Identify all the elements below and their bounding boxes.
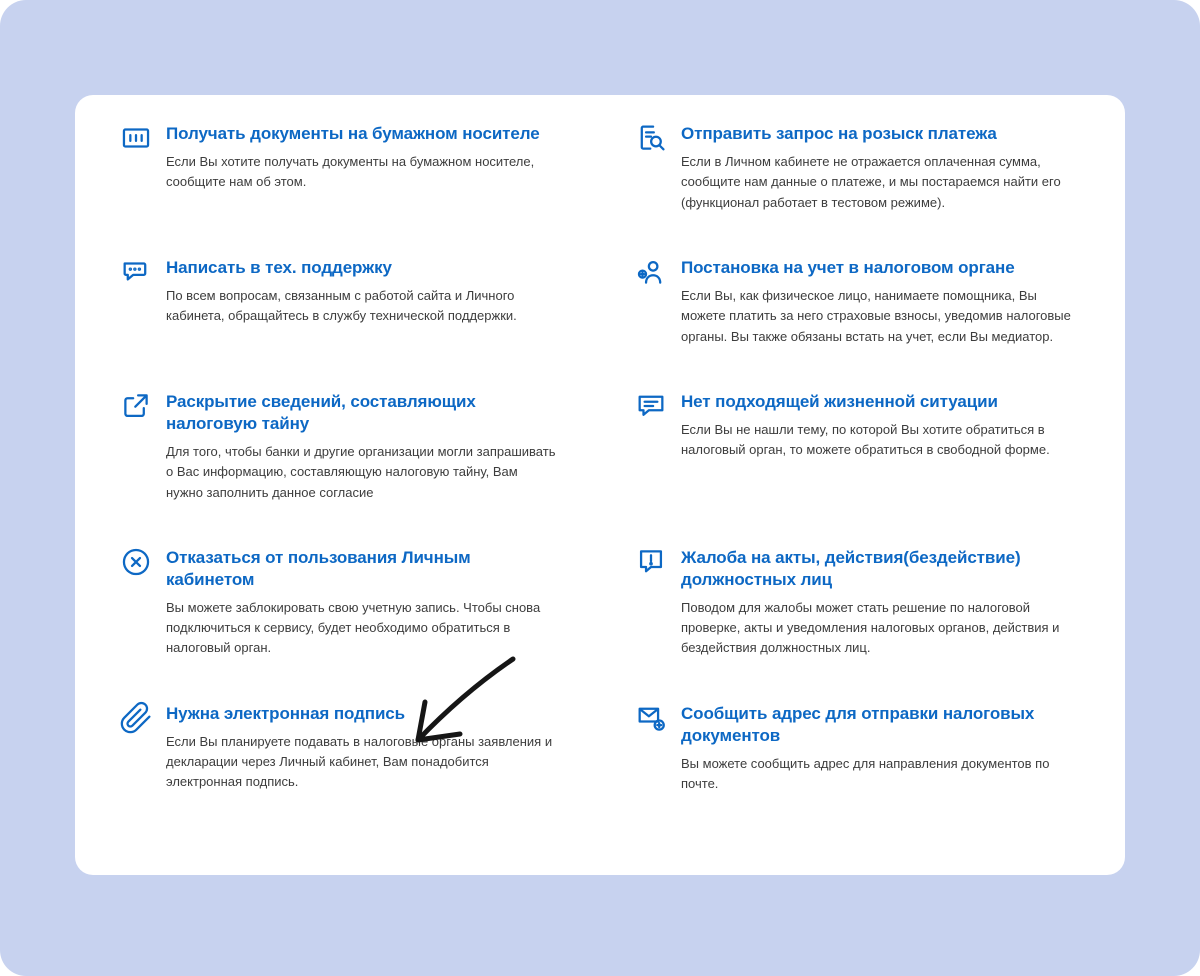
service-item-refuse-account[interactable] <box>119 545 562 659</box>
service-item-title[interactable]: Сообщить адрес для отправки налоговых документов <box>681 703 1035 745</box>
service-item-title[interactable]: Отказаться от пользования Личным кабинетом <box>166 547 471 589</box>
service-item-electronic-signature[interactable] <box>119 701 562 793</box>
service-item-title[interactable]: Получать документы на бумажном носителе <box>166 124 540 143</box>
service-item-description: Если Вы, как физическое лицо, нанимаете помощника, Вы можете платить за него страховые взносы, уведомив налоговые органы. Вы также обязаны встать на учет, если Вы медиатор. <box>681 287 1071 344</box>
payment-search-icon <box>634 121 668 155</box>
service-item-title[interactable]: Нет подходящей жизненной ситуации <box>681 391 998 411</box>
service-item-no-situation[interactable] <box>634 389 1077 461</box>
service-item-registration[interactable] <box>634 255 1077 347</box>
services-card <box>75 95 1125 875</box>
service-item-description: Поводом для жалобы может стать решение по налоговой проверке, акты и уведомления налоговых органов, действия и бездействия должностных лиц. <box>681 599 1060 656</box>
service-item-tech-support[interactable] <box>119 255 562 327</box>
service-item-title[interactable]: Написать в тех. поддержку <box>166 257 392 277</box>
share-icon <box>119 389 153 423</box>
service-item-paper-documents[interactable] <box>119 121 562 193</box>
service-item-description: По всем вопросам, связанным с работой сайта и Личного кабинета, обращайтесь в службу технической поддержки. <box>166 287 517 324</box>
service-item-title[interactable]: Постановка на учет в налоговом органе <box>681 257 1015 277</box>
services-grid <box>119 121 1077 794</box>
service-item-title[interactable]: Жалоба на акты, действия(бездействие) должностных лиц <box>681 547 1021 589</box>
service-item-description: Вы можете сообщить адрес для направления документов по почте. <box>681 755 1050 792</box>
service-item-description: Если в Личном кабинете не отражается оплаченная сумма, сообщите нам данные о платеже, и мы постараемся найти его (функционал работает в тестовом режиме). <box>681 154 1061 210</box>
service-item-description: Вы можете заблокировать свою учетную запись. Чтобы снова подключиться к сервису, будет необходимо обратиться в налоговый орган. <box>166 599 541 656</box>
service-item-title[interactable]: Раскрытие сведений, составляющих налоговую тайну <box>166 391 476 433</box>
service-item-mail-address[interactable] <box>634 701 1077 795</box>
service-item-description: Для того, чтобы банки и другие организации могли запрашивать о Вас информацию, составляющую налоговую тайну, Вам нужно заполнить данное согласие <box>166 443 556 500</box>
service-item-complaint[interactable] <box>634 545 1077 659</box>
chat-lines-icon <box>634 389 668 423</box>
service-item-description: Если Вы планируете подавать в налоговые органы заявления и декларации через Личный кабинет, Вам понадобится электронная подпись. <box>166 733 553 790</box>
person-register-icon <box>634 255 668 289</box>
service-item-description: Если Вы не нашли тему, по которой Вы хотите обратиться в налоговый орган, то можете обратиться в свободной форме. <box>681 421 1050 458</box>
tech-support-icon <box>119 255 153 289</box>
service-item-disclosure[interactable] <box>119 389 562 503</box>
service-item-description: Если Вы хотите получать документы на бумажном носителе, сообщите нам об этом. <box>166 154 535 190</box>
paper-document-icon <box>119 121 153 155</box>
service-item-title[interactable]: Отправить запрос на розыск платежа <box>681 124 997 143</box>
paperclip-icon <box>119 701 153 735</box>
service-item-payment-search[interactable] <box>634 121 1077 213</box>
complaint-icon <box>634 545 668 579</box>
mail-address-icon <box>634 701 668 735</box>
cancel-circle-icon <box>119 545 153 579</box>
service-item-title[interactable]: Нужна электронная подпись <box>166 703 406 723</box>
